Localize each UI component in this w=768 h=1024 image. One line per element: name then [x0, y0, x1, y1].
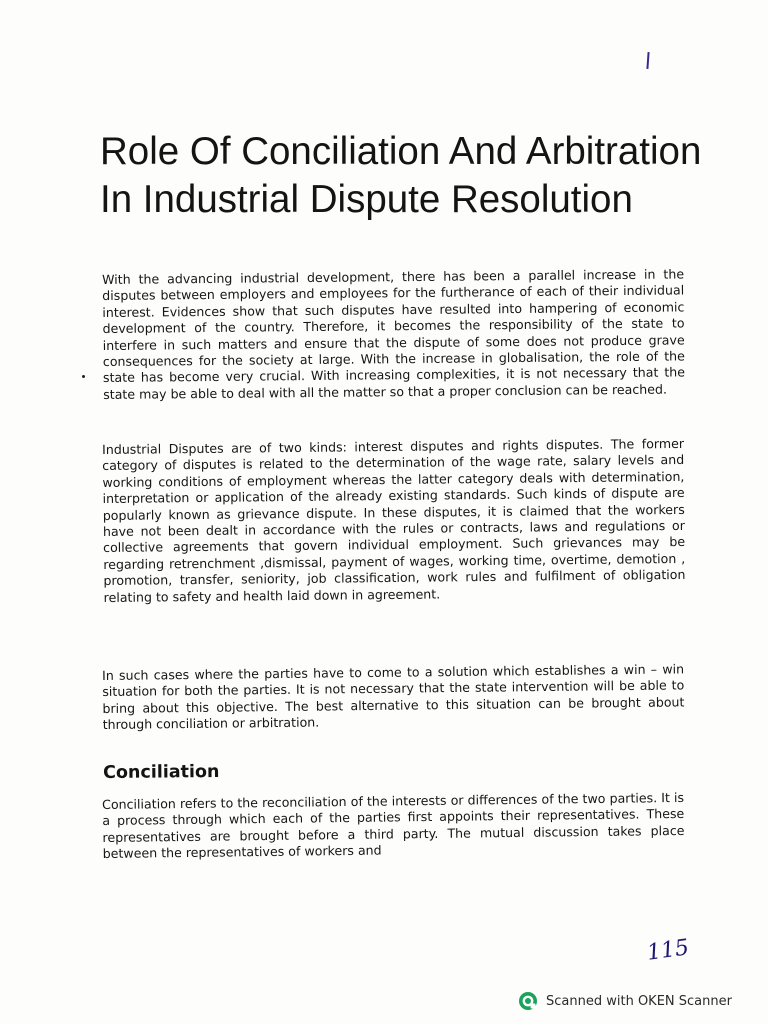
section-heading-conciliation: Conciliation	[103, 761, 220, 783]
scanner-watermark	[518, 991, 732, 1011]
scanner-watermark-text: Scanned with OKEN Scanner	[546, 993, 732, 1009]
margin-dot-mark	[82, 375, 85, 378]
corner-pen-mark	[646, 52, 649, 69]
paragraph-win-win: In such cases where the parties have to come to a solution which establishes a win – win situation for both the parties. It is not necessary that the state intervention will be able to bring about this objective. The best alternative to this situation can be brought about through conciliation or arbitration.	[102, 661, 685, 733]
document-title: Role Of Conciliation And Arbitration In Industrial Dispute Resolution	[100, 130, 702, 221]
paragraph-conciliation: Conciliation refers to the reconciliation of the interests or differences of the two parties. It is a process through which each of the parties first appoints their representatives. These representatives are brought before a third party. The mutual discussion takes place between the representatives of workers and	[102, 789, 685, 862]
paragraph-intro: With the advancing industrial development, there has been a parallel increase in the disputes between employers and employees for the furtherance of each of their individual interest. Evidences show that such disputes have resulted into hampering of economic development of the country. Therefore, it becomes the responsibility of the state to interfere in such matters and ensure that the dispute of some does not produce grave consequences for the society at large. With the increase in globalisation, the role of the state has become very crucial. With increasing complexities, it is not necessary that the state may be able to deal with all the matter so that a proper conclusion can be reached.	[102, 266, 686, 402]
handwritten-page-number: 115	[645, 935, 691, 966]
paragraph-dispute-kinds: Industrial Disputes are of two kinds: interest disputes and rights disputes. The former category of disputes is related to the determination of the wage rate, salary levels and working conditions of employment whereas the latter category deals with determination, interpretation or application of the already existing standards. Such kinds of dispute are popularly known as grievance dispute. In these disputes, it is claimed that the workers have not been dealt in accordance with the rules or contracts, laws and regulations or collective agreements that govern individual employment. Such grievances may be regarding retrenchment ,dismissal, payment of wages, working time, overtime, demotion , promotion, transfer, seniority, job classification, work rules and fulfilment of obligation relating to safety and health laid down in agreement.	[102, 435, 686, 605]
oken-scanner-logo-icon	[518, 991, 538, 1011]
